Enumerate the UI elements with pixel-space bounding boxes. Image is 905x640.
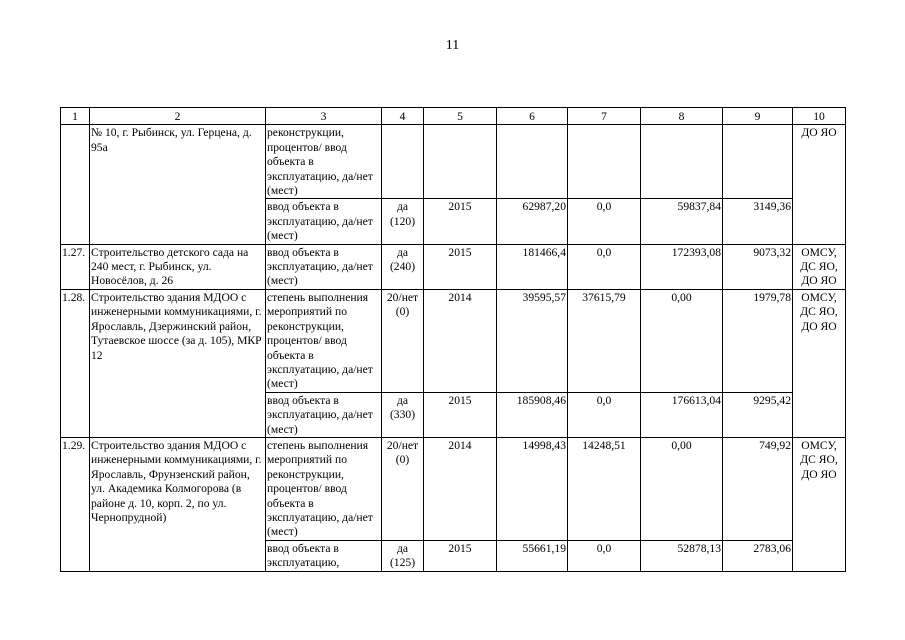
federal-amount <box>568 125 641 199</box>
total-amount: 14998,43 <box>497 437 568 540</box>
total-amount: 39595,57 <box>497 289 568 392</box>
total-amount: 55661,19 <box>497 540 568 571</box>
year: 2015 <box>424 244 497 289</box>
indicator-value: 20/нет (0) <box>382 289 424 392</box>
table-row <box>61 437 846 540</box>
table-row <box>61 289 846 392</box>
item-number: 1.27. <box>61 244 90 289</box>
header-cell: 7 <box>568 108 641 125</box>
regional-amount: 0,00 <box>641 289 723 392</box>
federal-amount: 37615,79 <box>568 289 641 392</box>
item-number <box>61 125 90 244</box>
header-cell: 2 <box>90 108 266 125</box>
total-amount: 62987,20 <box>497 199 568 244</box>
regional-amount: 59837,84 <box>641 199 723 244</box>
local-amount: 3149,36 <box>723 199 793 244</box>
page-number: 11 <box>445 38 460 53</box>
executor: ОМСУ, ДС ЯО, ДО ЯО <box>793 244 846 289</box>
program-table <box>60 107 846 572</box>
table-row <box>61 244 846 289</box>
indicator-value: да (330) <box>382 392 424 437</box>
year: 2015 <box>424 392 497 437</box>
header-cell: 10 <box>793 108 846 125</box>
regional-amount: 176613,04 <box>641 392 723 437</box>
local-amount: 1979,78 <box>723 289 793 392</box>
regional-amount <box>641 125 723 199</box>
year: 2014 <box>424 289 497 392</box>
object-name: Строительство детского сада на 240 мест, г. Рыбинск, ул. Новосёлов, д. 26 <box>90 244 266 289</box>
federal-amount: 0,0 <box>568 540 641 571</box>
indicator: реконструкции, процентов/ ввод объекта в эксплуатацию, да/нет (мест) <box>266 125 382 199</box>
year <box>424 125 497 199</box>
indicator: ввод объекта в эксплуатацию, да/нет (мест) <box>266 244 382 289</box>
object-name: Строительство здания МДОО с инженерными коммуникациями, г. Ярославль, Фрунзенский район, ул. Академика Колмогорова (в районе д. 10, корп. 2, по ул. Чернопрудной) <box>90 437 266 571</box>
header-cell: 8 <box>641 108 723 125</box>
table-row <box>61 125 846 199</box>
regional-amount: 52878,13 <box>641 540 723 571</box>
executor: ОМСУ, ДС ЯО, ДО ЯО <box>793 437 846 571</box>
indicator: ввод объекта в эксплуатацию, <box>266 540 382 571</box>
local-amount: 9295,42 <box>723 392 793 437</box>
object-name: № 10, г. Рыбинск, ул. Герцена, д. 95а <box>90 125 266 244</box>
header-cell: 3 <box>266 108 382 125</box>
indicator-value: да (125) <box>382 540 424 571</box>
item-number: 1.28. <box>61 289 90 437</box>
local-amount: 2783,06 <box>723 540 793 571</box>
federal-amount: 14248,51 <box>568 437 641 540</box>
regional-amount: 0,00 <box>641 437 723 540</box>
year: 2014 <box>424 437 497 540</box>
indicator: ввод объекта в эксплуатацию, да/нет (мест) <box>266 199 382 244</box>
local-amount: 749,92 <box>723 437 793 540</box>
header-cell: 4 <box>382 108 424 125</box>
indicator: ввод объекта в эксплуатацию, да/нет (мест) <box>266 392 382 437</box>
header-cell: 6 <box>497 108 568 125</box>
object-name: Строительство здания МДОО с инженерными коммуникациями, г. Ярославль, Дзержинский район, Тутаевское шоссе (за д. 105), МКР 12 <box>90 289 266 437</box>
total-amount: 181466,4 <box>497 244 568 289</box>
year: 2015 <box>424 199 497 244</box>
executor: ДО ЯО <box>793 125 846 244</box>
executor: ОМСУ, ДС ЯО, ДО ЯО <box>793 289 846 437</box>
federal-amount: 0,0 <box>568 244 641 289</box>
header-row <box>61 108 846 125</box>
header-cell: 1 <box>61 108 90 125</box>
header-cell: 9 <box>723 108 793 125</box>
federal-amount: 0,0 <box>568 392 641 437</box>
indicator-value <box>382 125 424 199</box>
local-amount: 9073,32 <box>723 244 793 289</box>
federal-amount: 0,0 <box>568 199 641 244</box>
local-amount <box>723 125 793 199</box>
header-cell: 5 <box>424 108 497 125</box>
indicator-value: 20/нет (0) <box>382 437 424 540</box>
indicator-value: да (240) <box>382 244 424 289</box>
item-number: 1.29. <box>61 437 90 571</box>
indicator-value: да (120) <box>382 199 424 244</box>
indicator: степень выполнения мероприятий по реконструкции, процентов/ ввод объекта в эксплуатацию, да/нет (мест) <box>266 437 382 540</box>
indicator: степень выполнения мероприятий по реконструкции, процентов/ ввод объекта в эксплуатацию, да/нет (мест) <box>266 289 382 392</box>
total-amount: 185908,46 <box>497 392 568 437</box>
year: 2015 <box>424 540 497 571</box>
total-amount <box>497 125 568 199</box>
regional-amount: 172393,08 <box>641 244 723 289</box>
